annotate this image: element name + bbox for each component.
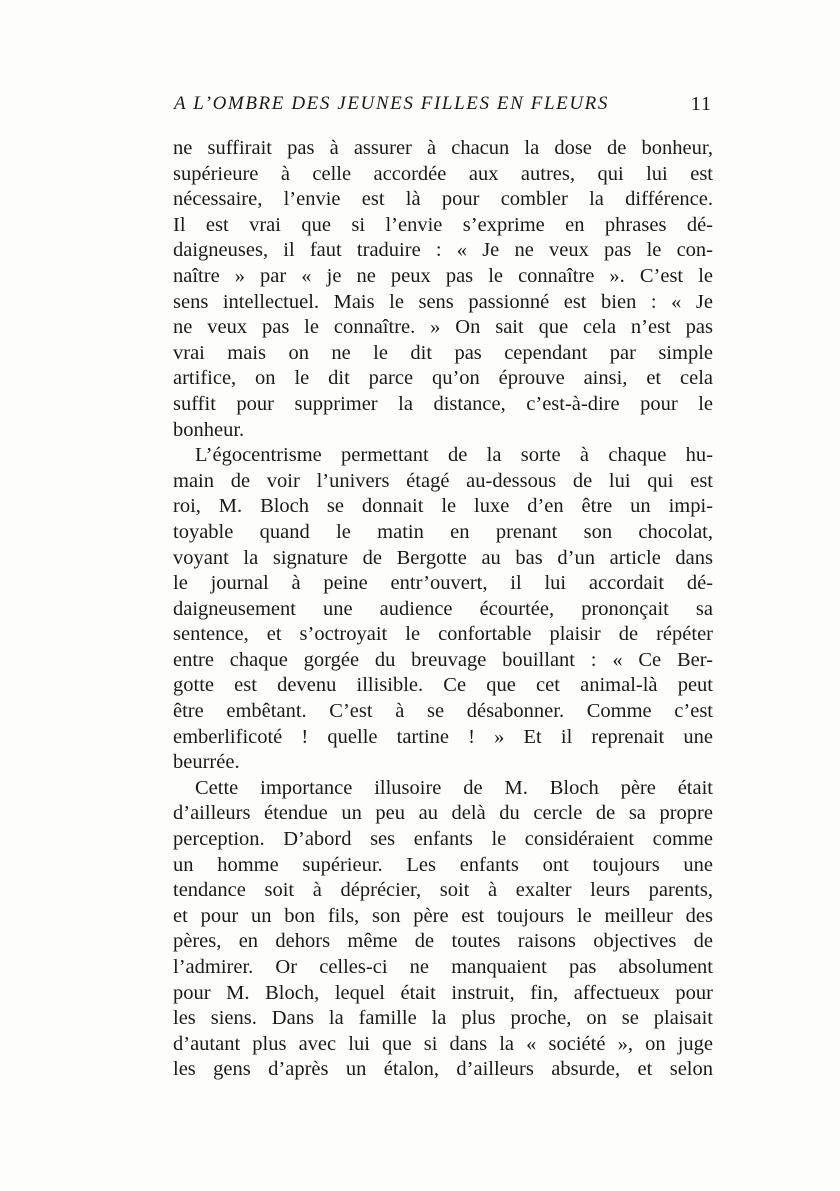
text-line: toyable quand le matin en prenant son chocolat, xyxy=(173,520,713,543)
text-line: les siens. Dans la famille la plus proche, on se plaisait xyxy=(173,1007,713,1030)
text-line: le journal à peine entr’ouvert, il lui accordait dé- xyxy=(173,572,713,595)
paragraph-last-line: beurrée. xyxy=(173,751,240,774)
running-title: A L’OMBRE DES JEUNES FILLES EN FLEURS xyxy=(174,93,609,114)
paragraph-last-line: bonheur. xyxy=(173,418,245,441)
text-line: supérieure à celle accordée aux autres, qui lui est xyxy=(173,162,713,185)
text-line: ne veux pas le connaître. » On sait que cela n’est pas xyxy=(173,316,713,339)
text-line: et pour un bon fils, son père est toujours le meilleur des xyxy=(173,904,713,927)
text-line: emberlificoté ! quelle tartine ! » Et il reprenait une xyxy=(173,725,713,748)
text-line: main de voir l’univers étagé au-dessous de lui qui est xyxy=(173,469,713,492)
text-line: Il est vrai que si l’envie s’exprime en phrases dé- xyxy=(173,213,713,236)
text-line: vrai mais on ne le dit pas cependant par simple xyxy=(173,341,713,364)
text-line: perception. D’abord ses enfants le considéraient comme xyxy=(173,828,713,851)
text-line: d’autant plus avec lui que si dans la « société », on juge xyxy=(173,1032,713,1055)
text-line: d’ailleurs étendue un peu au delà du cercle de sa propre xyxy=(173,802,713,825)
text-line: gotte est devenu illisible. Ce que cet animal-là peut xyxy=(173,674,713,697)
text-line: les gens d’après un étalon, d’ailleurs absurde, et selon xyxy=(173,1058,713,1081)
text-line: daigneuses, il faut traduire : « Je ne veux pas le con- xyxy=(173,239,713,262)
text-line: suffit pour supprimer la distance, c’est-à-dire pour le xyxy=(173,392,713,415)
text-line: l’admirer. Or celles-ci ne manquaient pas absolument xyxy=(173,956,713,978)
body-text xyxy=(173,136,713,1083)
text-line: pour M. Bloch, lequel était instruit, fin, affectueux pour xyxy=(173,981,713,1004)
text-line: être embêtant. C’est à se désabonner. Comme c’est xyxy=(173,700,713,723)
running-header xyxy=(174,90,712,118)
text-line: entre chaque gorgée du breuvage bouillant : « Ce Ber- xyxy=(173,648,713,671)
text-line: ne suffirait pas à assurer à chacun la dose de bonheur, xyxy=(173,137,713,159)
paragraph-first-line: L’égocentrisme permettant de la sorte à chaque hu- xyxy=(195,444,713,467)
text-line: sens intellectuel. Mais le sens passionné est bien : « Je xyxy=(173,290,713,313)
page-number: 11 xyxy=(690,93,712,115)
text-line: nécessaire, l’envie est là pour combler la différence. xyxy=(173,188,713,211)
text-line: sentence, et s’octroyait le confortable plaisir de répéter xyxy=(173,623,713,646)
text-line: pères, en dehors même de toutes raisons objectives de xyxy=(173,930,713,953)
paragraph-first-line: Cette importance illusoire de M. Bloch père était xyxy=(195,776,713,799)
text-line: artifice, on le dit parce qu’on éprouve ainsi, et cela xyxy=(173,367,713,390)
text-line: naître » par « je ne peux pas le connaître ». C’est le xyxy=(173,264,713,287)
text-line: daigneusement une audience écourtée, prononçait sa xyxy=(173,597,713,620)
text-line: tendance soit à déprécier, soit à exalter leurs parents, xyxy=(173,879,713,902)
text-line: voyant la signature de Bergotte au bas d’un article dans xyxy=(173,546,713,569)
text-line: roi, M. Bloch se donnait le luxe d’en être un impi- xyxy=(173,495,713,518)
text-line: un homme supérieur. Les enfants ont toujours une xyxy=(173,853,713,876)
